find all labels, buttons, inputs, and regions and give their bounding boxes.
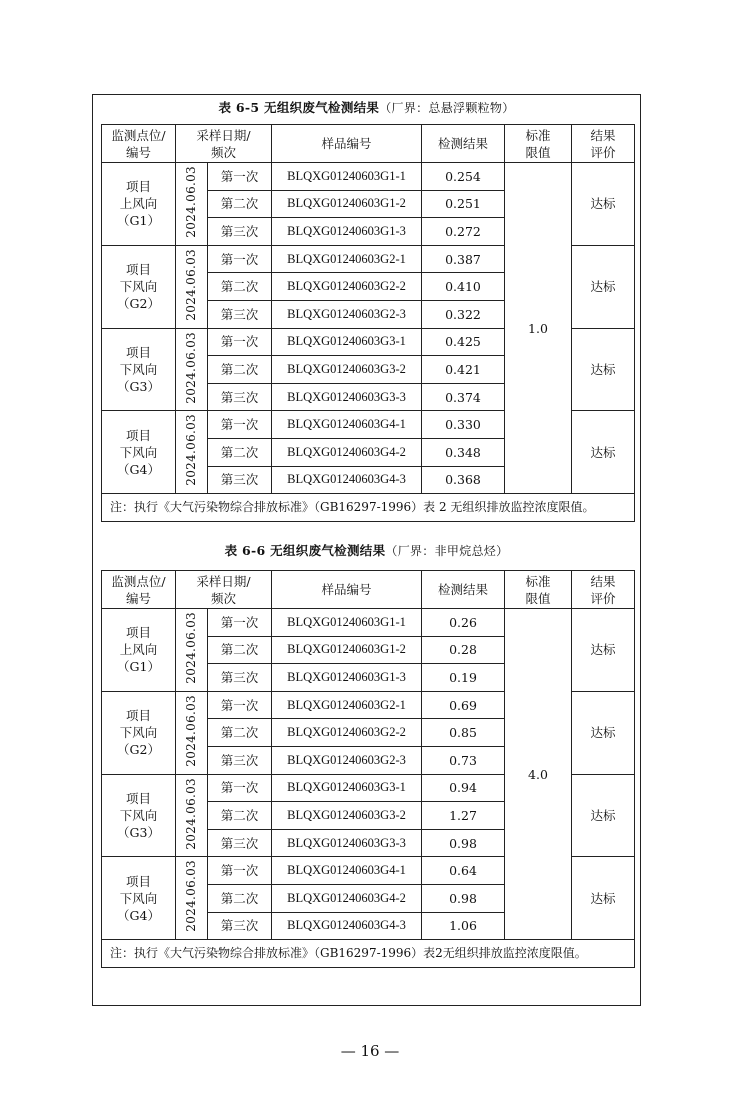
header-site: 监测点位/ 编号 bbox=[102, 125, 176, 163]
header-date: 采样日期/ 频次 bbox=[176, 571, 272, 609]
table-row bbox=[102, 163, 635, 191]
result-cell: 0.26 bbox=[422, 609, 505, 637]
table-row bbox=[102, 609, 635, 637]
limit-cell: 4.0 bbox=[505, 609, 572, 940]
site-cell: 项目 下风向 （G2） bbox=[102, 691, 176, 774]
result-cell: 0.348 bbox=[422, 438, 505, 466]
limit-cell: 1.0 bbox=[505, 163, 572, 494]
freq-cell: 第一次 bbox=[208, 163, 272, 191]
freq-cell: 第一次 bbox=[208, 857, 272, 885]
sample-cell: BLQXG01240603G3-1 bbox=[272, 774, 422, 802]
sample-cell: BLQXG01240603G1-2 bbox=[272, 190, 422, 218]
eval-cell: 达标 bbox=[572, 411, 635, 494]
header-evaluation: 结果 评价 bbox=[572, 125, 635, 163]
eval-cell: 达标 bbox=[572, 857, 635, 940]
freq-cell: 第一次 bbox=[208, 245, 272, 273]
eval-cell: 达标 bbox=[572, 774, 635, 857]
result-cell: 1.06 bbox=[422, 912, 505, 940]
result-cell: 0.69 bbox=[422, 691, 505, 719]
sample-cell: BLQXG01240603G2-1 bbox=[272, 245, 422, 273]
table-subtitle: （厂界：非甲烷总烃） bbox=[385, 544, 509, 558]
date-cell: 2024.06.03 bbox=[176, 163, 208, 246]
freq-cell: 第三次 bbox=[208, 383, 272, 411]
result-cell: 0.421 bbox=[422, 356, 505, 384]
header-site: 监测点位/ 编号 bbox=[102, 571, 176, 609]
sample-cell: BLQXG01240603G4-2 bbox=[272, 438, 422, 466]
result-cell: 1.27 bbox=[422, 802, 505, 830]
freq-cell: 第三次 bbox=[208, 300, 272, 328]
table-title: 表 6-6 无组织废气检测结果 bbox=[224, 543, 386, 558]
note-row bbox=[102, 940, 635, 968]
date-cell: 2024.06.03 bbox=[176, 691, 208, 774]
eval-cell: 达标 bbox=[572, 328, 635, 411]
sample-cell: BLQXG01240603G2-3 bbox=[272, 300, 422, 328]
result-cell: 0.374 bbox=[422, 383, 505, 411]
result-cell: 0.251 bbox=[422, 190, 505, 218]
freq-cell: 第二次 bbox=[208, 802, 272, 830]
result-cell: 0.272 bbox=[422, 218, 505, 246]
eval-cell: 达标 bbox=[572, 691, 635, 774]
result-cell: 0.94 bbox=[422, 774, 505, 802]
results-table bbox=[101, 124, 635, 522]
site-cell: 项目 下风向 （G3） bbox=[102, 328, 176, 411]
result-cell: 0.85 bbox=[422, 719, 505, 747]
result-cell: 0.322 bbox=[422, 300, 505, 328]
sample-cell: BLQXG01240603G3-2 bbox=[272, 356, 422, 384]
freq-cell: 第一次 bbox=[208, 411, 272, 439]
site-cell: 项目 下风向 （G2） bbox=[102, 245, 176, 328]
freq-cell: 第二次 bbox=[208, 273, 272, 301]
date-cell: 2024.06.03 bbox=[176, 411, 208, 494]
result-cell: 0.410 bbox=[422, 273, 505, 301]
result-cell: 0.64 bbox=[422, 857, 505, 885]
table-note: 注：执行《大气污染物综合排放标准》（GB16297-1996）表 2 无组织排放监控浓度限值。 bbox=[102, 494, 635, 522]
freq-cell: 第一次 bbox=[208, 774, 272, 802]
header-date: 采样日期/ 频次 bbox=[176, 125, 272, 163]
result-cell: 0.387 bbox=[422, 245, 505, 273]
date-cell: 2024.06.03 bbox=[176, 245, 208, 328]
site-cell: 项目 上风向 （G1） bbox=[102, 609, 176, 692]
header-evaluation: 结果 评价 bbox=[572, 571, 635, 609]
sample-cell: BLQXG01240603G2-2 bbox=[272, 719, 422, 747]
result-cell: 0.98 bbox=[422, 884, 505, 912]
site-cell: 项目 下风向 （G3） bbox=[102, 774, 176, 857]
note-row bbox=[102, 494, 635, 522]
table-note: 注：执行《大气污染物综合排放标准》（GB16297-1996）表2无组织排放监控浓度限值。 bbox=[102, 940, 635, 968]
header-row bbox=[102, 125, 635, 163]
sample-cell: BLQXG01240603G4-1 bbox=[272, 411, 422, 439]
freq-cell: 第三次 bbox=[208, 664, 272, 692]
result-cell: 0.28 bbox=[422, 636, 505, 664]
sample-cell: BLQXG01240603G3-1 bbox=[272, 328, 422, 356]
site-cell: 项目 下风向 （G4） bbox=[102, 411, 176, 494]
date-cell: 2024.06.03 bbox=[176, 328, 208, 411]
table-caption bbox=[92, 541, 641, 559]
page-number: — 16 — bbox=[340, 1042, 400, 1060]
sample-cell: BLQXG01240603G1-3 bbox=[272, 664, 422, 692]
result-cell: 0.19 bbox=[422, 664, 505, 692]
freq-cell: 第二次 bbox=[208, 719, 272, 747]
date-cell: 2024.06.03 bbox=[176, 774, 208, 857]
header-result: 检测结果 bbox=[422, 571, 505, 609]
result-cell: 0.330 bbox=[422, 411, 505, 439]
freq-cell: 第三次 bbox=[208, 829, 272, 857]
table-title: 表 6-5 无组织废气检测结果 bbox=[218, 100, 380, 115]
header-sample: 样品编号 bbox=[272, 125, 422, 163]
eval-cell: 达标 bbox=[572, 245, 635, 328]
header-standard: 标准 限值 bbox=[505, 571, 572, 609]
site-cell: 项目 下风向 （G4） bbox=[102, 857, 176, 940]
freq-cell: 第三次 bbox=[208, 466, 272, 494]
header-standard: 标准 限值 bbox=[505, 125, 572, 163]
freq-cell: 第二次 bbox=[208, 190, 272, 218]
sample-cell: BLQXG01240603G3-3 bbox=[272, 383, 422, 411]
sample-cell: BLQXG01240603G3-3 bbox=[272, 829, 422, 857]
freq-cell: 第二次 bbox=[208, 636, 272, 664]
result-cell: 0.98 bbox=[422, 829, 505, 857]
sample-cell: BLQXG01240603G1-1 bbox=[272, 163, 422, 191]
sample-cell: BLQXG01240603G2-2 bbox=[272, 273, 422, 301]
results-table bbox=[101, 570, 635, 968]
site-cell: 项目 上风向 （G1） bbox=[102, 163, 176, 246]
freq-cell: 第三次 bbox=[208, 218, 272, 246]
table-caption bbox=[92, 98, 641, 116]
sample-cell: BLQXG01240603G2-1 bbox=[272, 691, 422, 719]
freq-cell: 第二次 bbox=[208, 438, 272, 466]
eval-cell: 达标 bbox=[572, 609, 635, 692]
result-cell: 0.425 bbox=[422, 328, 505, 356]
sample-cell: BLQXG01240603G4-3 bbox=[272, 912, 422, 940]
sample-cell: BLQXG01240603G4-1 bbox=[272, 857, 422, 885]
freq-cell: 第三次 bbox=[208, 912, 272, 940]
freq-cell: 第三次 bbox=[208, 746, 272, 774]
sample-cell: BLQXG01240603G4-2 bbox=[272, 884, 422, 912]
date-cell: 2024.06.03 bbox=[176, 857, 208, 940]
freq-cell: 第一次 bbox=[208, 691, 272, 719]
sample-cell: BLQXG01240603G1-1 bbox=[272, 609, 422, 637]
header-sample: 样品编号 bbox=[272, 571, 422, 609]
result-cell: 0.254 bbox=[422, 163, 505, 191]
date-cell: 2024.06.03 bbox=[176, 609, 208, 692]
result-cell: 0.368 bbox=[422, 466, 505, 494]
table-subtitle: （厂界：总悬浮颗粒物） bbox=[379, 101, 515, 115]
freq-cell: 第一次 bbox=[208, 328, 272, 356]
header-result: 检测结果 bbox=[422, 125, 505, 163]
sample-cell: BLQXG01240603G2-3 bbox=[272, 746, 422, 774]
result-cell: 0.73 bbox=[422, 746, 505, 774]
freq-cell: 第一次 bbox=[208, 609, 272, 637]
freq-cell: 第二次 bbox=[208, 356, 272, 384]
freq-cell: 第二次 bbox=[208, 884, 272, 912]
eval-cell: 达标 bbox=[572, 163, 635, 246]
sample-cell: BLQXG01240603G1-2 bbox=[272, 636, 422, 664]
header-row bbox=[102, 571, 635, 609]
sample-cell: BLQXG01240603G4-3 bbox=[272, 466, 422, 494]
sample-cell: BLQXG01240603G1-3 bbox=[272, 218, 422, 246]
sample-cell: BLQXG01240603G3-2 bbox=[272, 802, 422, 830]
